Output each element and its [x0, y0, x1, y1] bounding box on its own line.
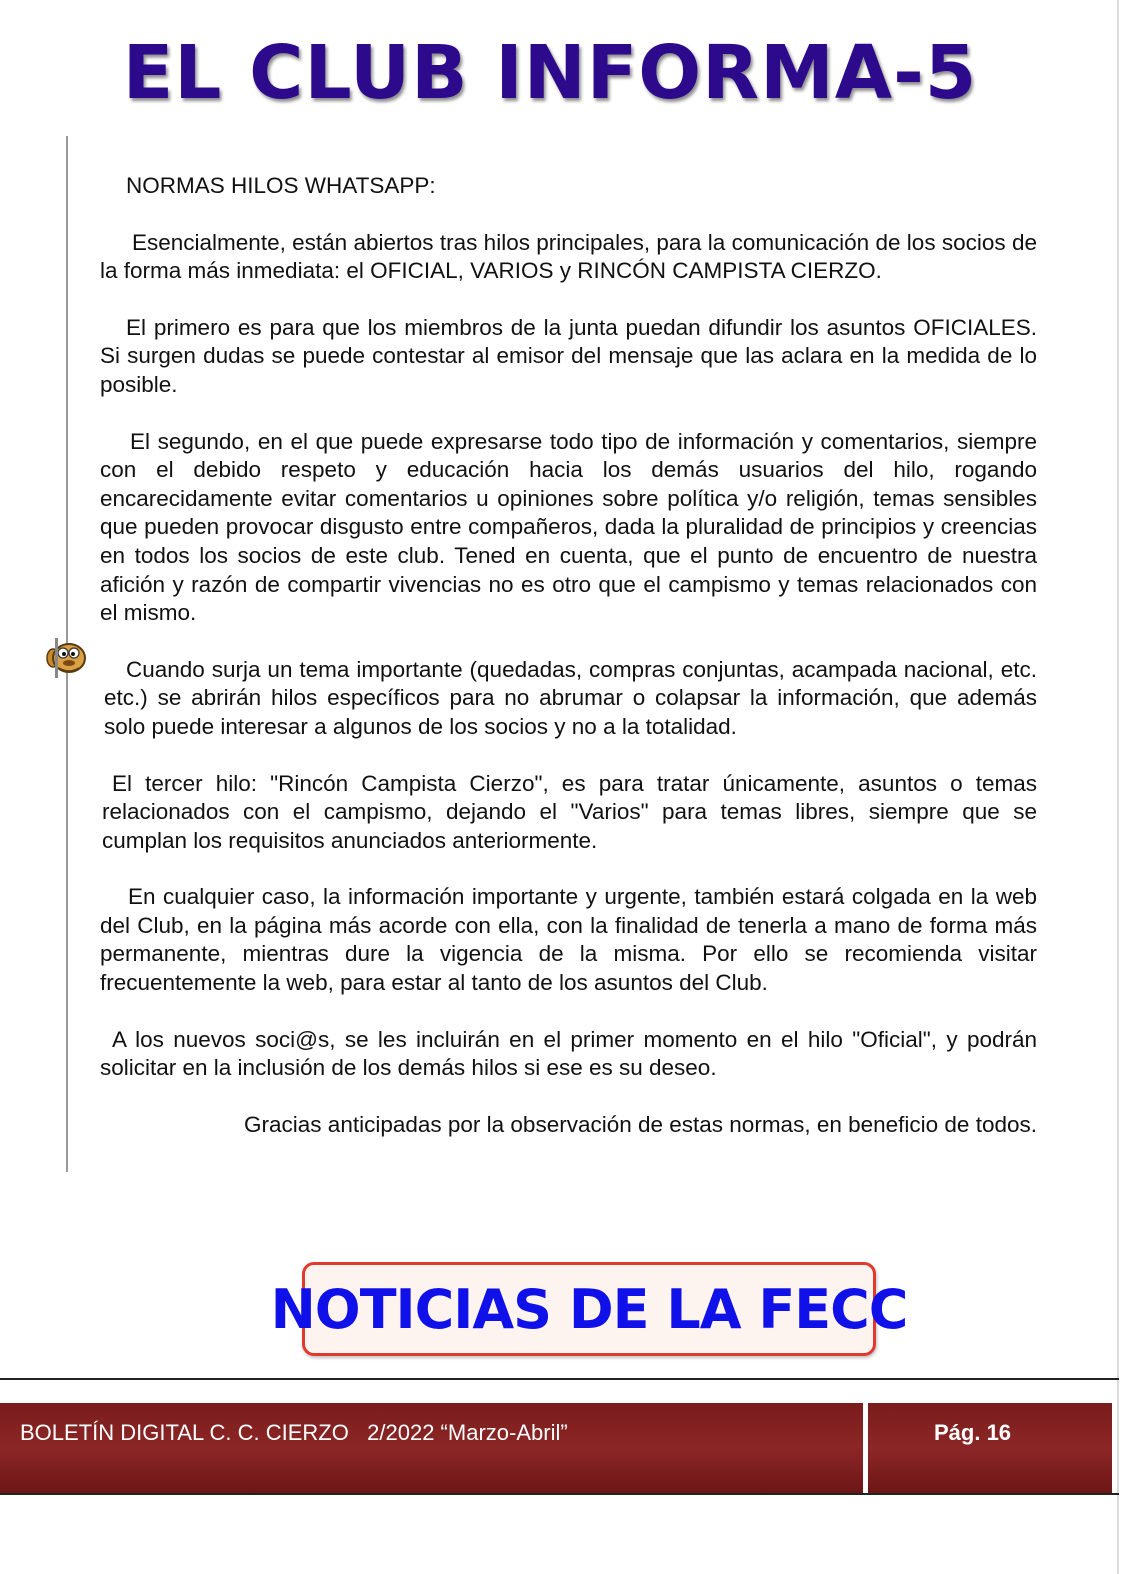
paragraph: Esencialmente, están abiertos tras hilos principales, para la comunicación de los socios de la forma más inmediata: el OFICIAL, VARIOS y RINCÓN CAMPISTA CIERZO.: [100, 229, 1037, 284]
paragraph: Cuando surja un tema importante (quedadas, compras conjuntas, acampada nacional, etc. etc.) se abrirán hilos específicos para no abrumar o colapsar la información, que además solo puede interesar a algunos de los socios y no a la totalidad.: [104, 656, 1037, 739]
footer-publication: BOLETÍN DIGITAL C. C. CIERZO 2/2022 “Marzo-Abril”: [20, 1420, 568, 1445]
paragraph: El tercer hilo: "Rincón Campista Cierzo", es para tratar únicamente, asuntos o temas relacionados con el campismo, dejando el "Varios" para temas libres, siempre que se cumplan los requisitos anunciados anteriormente.: [102, 770, 1037, 853]
footer-rule-bottom: [0, 1493, 1119, 1495]
paragraph: El primero es para que los miembros de la junta puedan difundir los asuntos OFICIALES. Si surgen dudas se puede contestar al emisor del mensaje que las aclara en la medida de lo posible.: [100, 314, 1037, 397]
news-banner: [270, 1262, 908, 1356]
paragraph: A los nuevos soci@s, se les incluirán en el primer momento en el hilo "Oficial", y podrán solicitar en la inclusión de los demás hilos si ese es su deseo.: [100, 1026, 1037, 1081]
thanks-note: Gracias anticipadas por la observación de estas normas, en beneficio de todos.: [244, 1111, 1037, 1137]
paragraph: En cualquier caso, la información importante y urgente, también estará colgada en la web del Club, en la página más acorde con ella, con la finalidad de tenerla a mano de forma más permanente, mientras dure la vigencia de la misma. Por ello se recomienda visitar frecuentemente la web, para estar al tanto de los asuntos del Club.: [100, 884, 1037, 996]
peeking-critter-icon: [45, 628, 89, 688]
page-title: EL CLUB INFORMA-5: [122, 30, 978, 116]
footer-bar: [0, 1403, 1112, 1493]
news-banner-label: NOTICIAS DE LA FECC: [270, 1277, 908, 1341]
article-body: [100, 172, 1037, 1167]
footer-rule-top: [0, 1378, 1119, 1380]
article-heading: NORMAS HILOS WHATSAPP:: [126, 173, 436, 198]
footer-divider: [863, 1403, 868, 1493]
paragraph: El segundo, en el que puede expresarse todo tipo de información y comentarios, siempre con el debido respeto y educación hacia los demás usuarios del hilo, rogando encarecidamente evitar comentarios u opiniones sobre política y/o religión, temas sensibles que pueden provocar disgusto entre compañeros, dada la pluralidad de principios y creencias en todos los socios de este club. Tened en cuenta, que el punto de encuentro de nuestra afición y razón de compartir vivencias no es otro que el campismo y temas relacionados con el mismo.: [100, 428, 1037, 626]
page-number: Pág. 16: [934, 1420, 1012, 1445]
